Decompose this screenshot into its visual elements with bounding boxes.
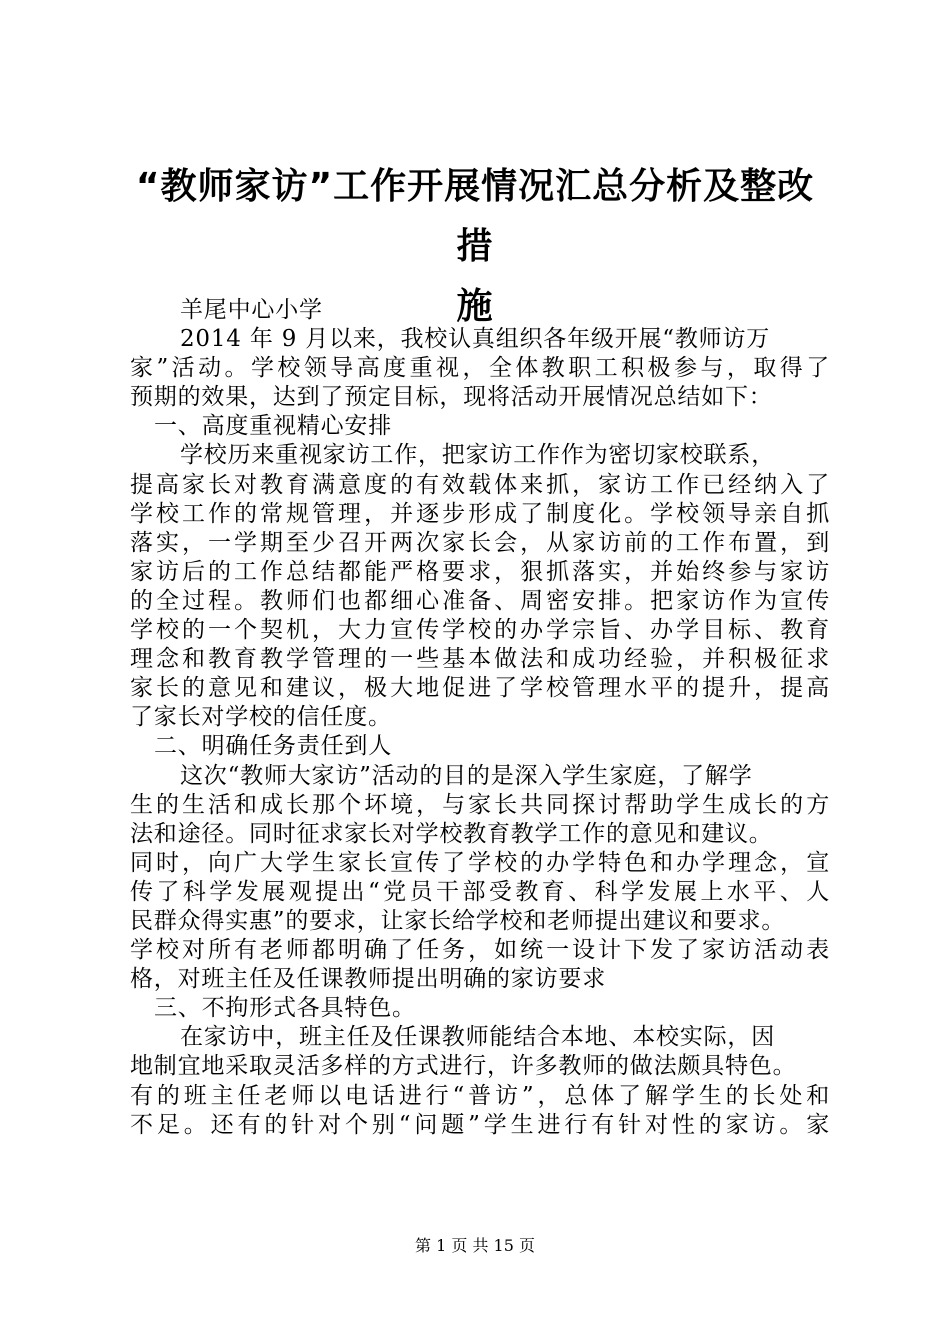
section1-line: 学校历来重视家访工作，把家访工作作为密切家校联系，: [180, 442, 775, 469]
section1-line: 学校的一个契机，大力宣传学校的办学宗旨、办学目标、教育: [130, 617, 830, 644]
section1-line: 的全过程。教师们也都细心准备、周密安排。把家访作为宣传: [130, 587, 830, 614]
section3-line: 在家访中，班主任及任课教师能结合本地、本校实际，因: [180, 1024, 775, 1051]
title-line-2: 施: [456, 286, 494, 327]
section2-line: 格，对班主任及任课教师提出明确的家访要求: [130, 966, 606, 993]
section2-line: 这次“教师大家访”活动的目的是深入学生家庭，了解学: [180, 762, 753, 789]
section2-line: 民群众得实惠”的要求，让家长给学校和老师提出建议和要求。: [130, 907, 786, 934]
section1-line: 学校工作的常规管理，并逐步形成了制度化。学校领导亲自抓: [130, 500, 830, 527]
intro-line: 家”活动。学校领导高度重视，全体教职工积极参与，取得了: [130, 355, 830, 382]
section-heading-1: 一、高度重视精心安排: [154, 413, 392, 440]
section3-line: 有的班主任老师以电话进行“普访”，总体了解学生的长处和: [130, 1082, 830, 1109]
section1-line: 提高家长对教育满意度的有效载体来抓，家访工作已经纳入了: [130, 471, 830, 498]
school-name: 羊尾中心小学: [180, 297, 323, 323]
section1-line: 理念和教育教学管理的一些基本做法和成功经验，并积极征求: [130, 646, 830, 673]
section1-line: 落实，一学期至少召开两次家长会，从家访前的工作布置，到: [130, 529, 830, 556]
section3-line: 地制宜地采取灵活多样的方式进行，许多教师的做法颇具特色。: [130, 1053, 797, 1080]
intro-line: 预期的效果，达到了预定目标，现将活动开展情况总结如下：: [130, 384, 773, 411]
section3-line: 不足。还有的针对个别“问题”学生进行有针对性的家访。家: [130, 1111, 830, 1138]
section2-line: 传了科学发展观提出“党员干部受教育、科学发展上水平、人: [130, 878, 830, 905]
intro-line: 2014 年 9 月以来，我校认真组织各年级开展“教师访万: [180, 326, 771, 353]
section2-line: 法和途径。同时征求家长对学校教育教学工作的意见和建议。: [130, 820, 773, 847]
section1-line: 了家长对学校的信任度。: [130, 704, 392, 731]
title-line-1: “教师家访”工作开展情况汇总分析及整改措: [135, 166, 815, 267]
section2-line: 同时，向广大学生家长宣传了学校的办学特色和办学理念，宣: [130, 849, 830, 876]
section-heading-2: 二、明确任务责任到人: [154, 733, 392, 760]
section-heading-3: 三、不拘形式各具特色。: [154, 995, 416, 1022]
page-number: 第 1 页 共 15 页: [415, 1236, 535, 1255]
document-body: [130, 296, 830, 1140]
section1-line: 家访后的工作总结都能严格要求，狠抓落实，并始终参与家访: [130, 558, 830, 585]
section2-line: 生的生活和成长那个坏境，与家长共同探讨帮助学生成长的方: [130, 791, 830, 818]
section2-line: 学校对所有老师都明确了任务，如统一设计下发了家访活动表: [130, 937, 830, 964]
section1-line: 家长的意见和建议，极大地促进了学校管理水平的提升，提高: [130, 675, 830, 702]
